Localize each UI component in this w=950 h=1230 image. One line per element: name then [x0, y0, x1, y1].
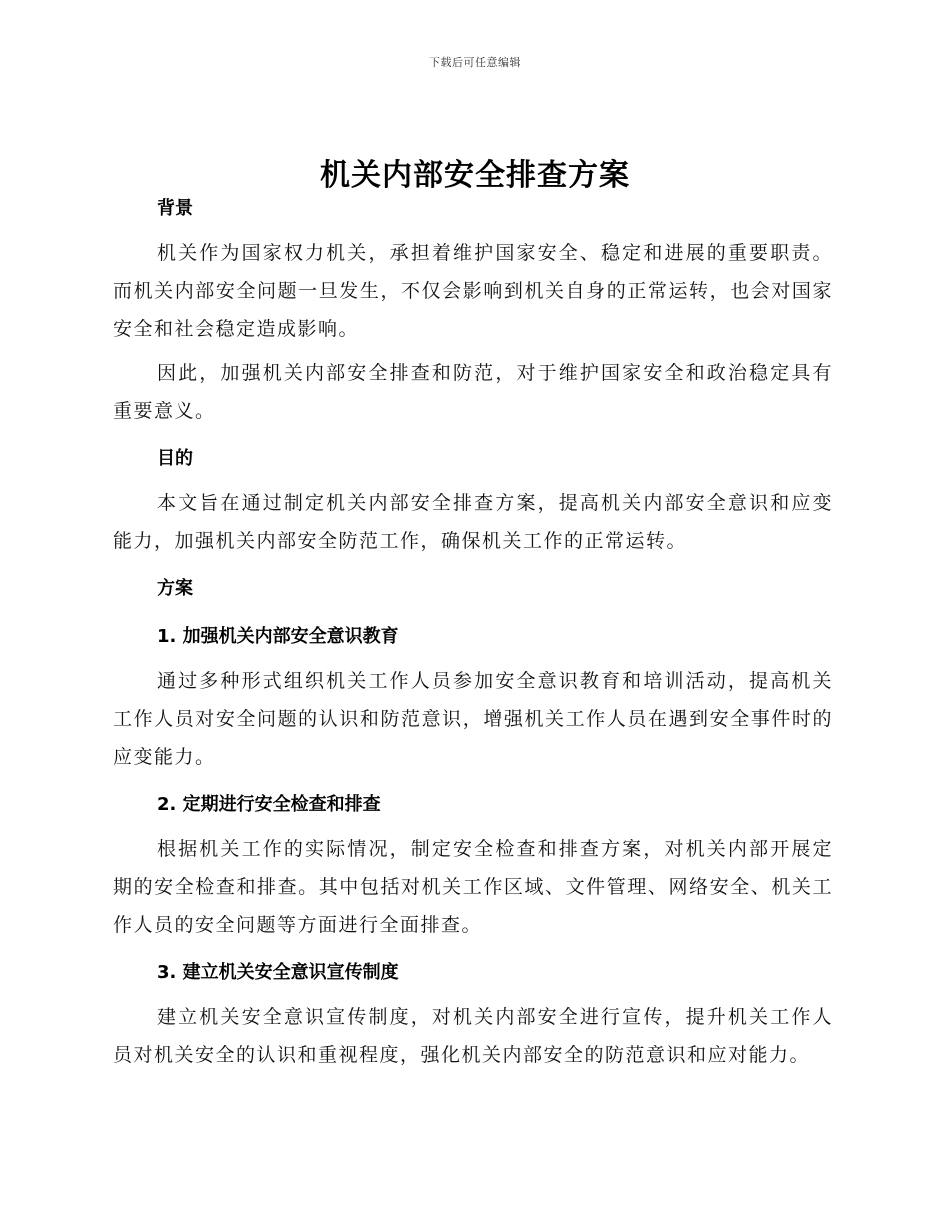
plan-item-heading-3: 3. 建立机关安全意识宣传制度	[157, 962, 399, 983]
background-paragraph-2: 因此，加强机关内部安全排查和防范，对于维护国家安全和政治稳定具有重要意义。	[113, 362, 833, 422]
plan-item-paragraph-2: 根据机关工作的实际情况，制定安全检查和排查方案，对机关内部开展定期的安全检查和排查。其中包括对机关工作区域、文件管理、网络安全、机关工作人员的安全问题等方面进行全面排查。	[113, 838, 833, 936]
page-header-note: 下载后可任意编辑	[429, 56, 521, 69]
section-heading-purpose: 目的	[157, 448, 193, 469]
plan-item-heading-1: 1. 加强机关内部安全意识教育	[157, 626, 399, 647]
plan-item-paragraph-3: 建立机关安全意识宣传制度，对机关内部安全进行宣传，提升机关工作人员对机关安全的认识和重视程度，强化机关内部安全的防范意识和应对能力。	[113, 1006, 833, 1066]
purpose-paragraph-1: 本文旨在通过制定机关内部安全排查方案，提高机关内部安全意识和应变能力，加强机关内部安全防范工作，确保机关工作的正常运转。	[113, 492, 833, 552]
section-heading-plan: 方案	[157, 578, 193, 599]
plan-item-heading-2: 2. 定期进行安全检查和排查	[157, 794, 381, 815]
background-paragraph-1: 机关作为国家权力机关，承担着维护国家安全、稳定和进展的重要职责。而机关内部安全问题一旦发生，不仅会影响到机关自身的正常运转，也会对国家安全和社会稳定造成影响。	[113, 242, 833, 340]
section-heading-background: 背景	[157, 198, 193, 219]
document-title: 机关内部安全排查方案	[320, 158, 630, 193]
plan-item-paragraph-1: 通过多种形式组织机关工作人员参加安全意识教育和培训活动，提高机关工作人员对安全问题的认识和防范意识，增强机关工作人员在遇到安全事件时的应变能力。	[113, 670, 833, 768]
document-body	[113, 190, 833, 1074]
